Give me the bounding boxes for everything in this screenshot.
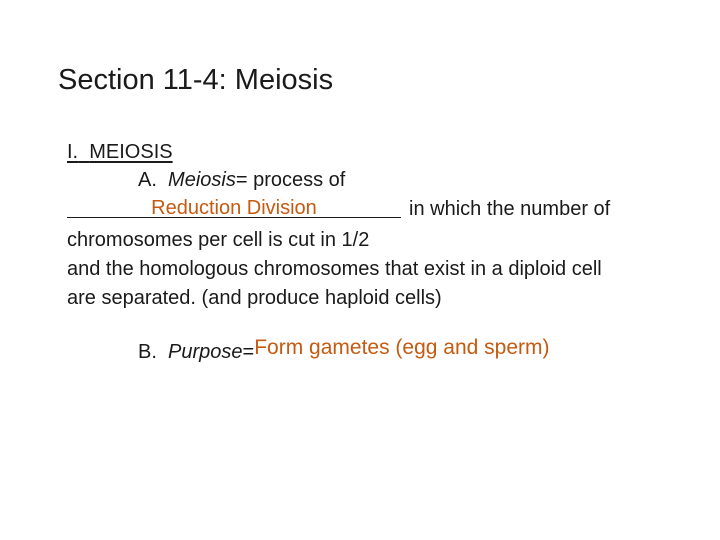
slide-title: Section 11-4: Meiosis [58, 64, 334, 96]
point-a-line-4: are separated. (and produce haploid cells) [67, 287, 442, 309]
point-a-marker: A. [138, 169, 157, 191]
blank-answer: Reduction Division [151, 197, 317, 219]
point-a-line [138, 166, 345, 194]
point-a-text: = process of [235, 169, 346, 191]
point-b-term: Purpose [168, 341, 243, 363]
fill-in-line [67, 195, 610, 223]
heading-underlined [67, 141, 173, 163]
point-b-line [138, 338, 550, 366]
point-b-marker: B. [138, 341, 157, 363]
after-blank-text: in which the number of [409, 198, 611, 220]
point-a-term: Meiosis [168, 169, 236, 191]
point-b-equals: = [242, 341, 255, 363]
fill-in-blank [67, 195, 401, 223]
heading-label: MEIOSIS [89, 141, 173, 163]
heading-numeral: I. [67, 141, 79, 163]
point-b-answer: Form gametes (egg and sperm) [254, 336, 550, 359]
outline-heading [67, 138, 173, 166]
point-a-line-2: chromosomes per cell is cut in 1/2 [67, 229, 370, 251]
point-a-line-3: and the homologous chromosomes that exist in a diploid cell [67, 258, 602, 280]
